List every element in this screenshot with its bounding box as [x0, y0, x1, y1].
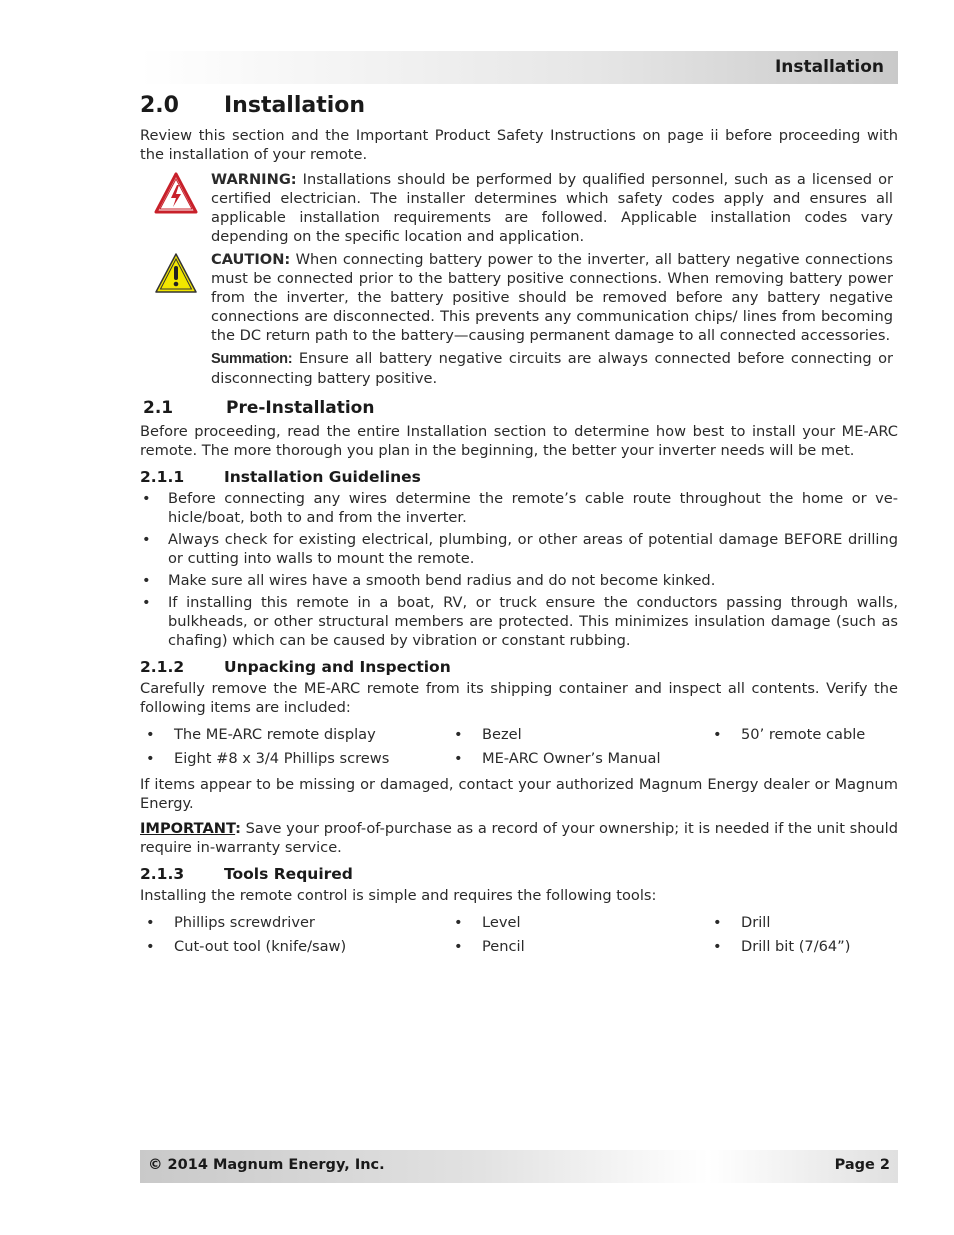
list-item: • Make sure all wires have a smooth bend radius and do not become kinked.: [140, 571, 898, 590]
guidelines-list: [140, 489, 898, 650]
list-item: • ME-ARC Owner’s Manual: [448, 749, 707, 768]
pre-installation-heading: [140, 397, 898, 419]
guidelines-heading: [140, 467, 898, 487]
summation-text: Ensure all battery negative circuits are always connected before connecting or disconnecting battery positive.: [211, 350, 893, 387]
caution-icon: [140, 250, 211, 345]
unpacking-title: Unpacking and Inspection: [224, 658, 451, 676]
tools-paragraph: Installing the remote control is simple and requires the following tools:: [140, 887, 657, 904]
missing-items-paragraph: If items appear to be missing or damaged, contact your authorized Magnum Energy dealer or Magnum Energy.: [140, 776, 898, 812]
guidelines-number: 2.1.1: [140, 468, 185, 486]
pre-installation-title: Pre-Installation: [226, 398, 375, 418]
tools-number: 2.1.3: [140, 865, 185, 883]
page-header: [140, 51, 898, 84]
caution-text: When connecting battery power to the inverter, all battery negative connections must be connected prior to the battery positive connections. When removing battery power from the inverter, the battery positive should be removed before any battery negative connections are disconnected. This prevents any communication chips/ lines from becoming the DC return path to the battery—causing permanent damage to all connected accessories.: [211, 251, 893, 344]
pre-installation-paragraph: Before proceeding, read the entire Installation section to determine how best to install your ME-ARC remote. The more thorough you plan in the beginning, the better your inverter needs will be met.: [140, 423, 898, 459]
tools-heading: [140, 864, 898, 884]
list-item: • Cut-out tool (knife/saw): [140, 937, 448, 956]
page-content: [140, 92, 898, 963]
header-title: Installation: [774, 57, 884, 77]
important-paragraph: [140, 819, 898, 857]
warning-label: WARNING:: [211, 171, 297, 188]
pre-installation-number: 2.1: [143, 398, 174, 418]
caution-label: CAUTION:: [211, 251, 291, 268]
page-number: Page 2: [834, 1157, 890, 1173]
warning-notice: [140, 170, 898, 246]
list-item: • If installing this remote in a boat, RV, or truck ensure the conductors passing through walls, bulkheads, or other structural members are protected. This minimizes insulation damage (such as chafing) which can be caused by vibration or constant rubbing.: [140, 593, 898, 650]
list-item: • Bezel: [448, 725, 707, 744]
list-item: • 50’ remote cable: [707, 725, 898, 744]
unpacking-paragraph: Carefully remove the ME-ARC remote from its shipping container and inspect all contents. Verify the following items are included:: [140, 680, 898, 716]
list-item: • Before connecting any wires determine the remote’s cable route throughout the home or ve-hicle/boat, both to and from the inverter.: [140, 489, 898, 527]
included-items-list: [140, 725, 898, 768]
guidelines-title: Installation Guidelines: [224, 468, 421, 486]
summation-label: Summation:: [211, 351, 293, 367]
list-item: • Level: [448, 913, 707, 932]
list-item: • The ME-ARC remote display: [140, 725, 448, 744]
unpacking-number: 2.1.2: [140, 658, 185, 676]
list-item: • Pencil: [448, 937, 707, 956]
tools-title: Tools Required: [224, 865, 353, 883]
section-number: 2.0: [140, 93, 179, 118]
list-item: • Eight #8 x 3/4 Phillips screws: [140, 749, 448, 768]
important-label: IMPORTANT: [140, 820, 236, 837]
copyright-text: © 2014 Magnum Energy, Inc.: [148, 1157, 385, 1173]
list-item: • Drill bit (7/64”): [707, 937, 898, 956]
section-title: Installation: [224, 93, 366, 118]
warning-text: Installations should be performed by qualified personnel, such as a licensed or certified electrician. The installer determines which safety codes apply and ensures all applicable installation requirements are followed. Applicable installation codes vary depending on the specific location and application.: [211, 171, 893, 245]
intro-paragraph: Review this section and the Important Product Safety Instructions on page ii before proceeding with the installation of your remote.: [140, 127, 898, 163]
page-footer: [140, 1150, 898, 1183]
summation-note: [211, 349, 898, 388]
list-item: • Phillips screwdriver: [140, 913, 448, 932]
electrical-hazard-icon: [140, 170, 211, 246]
section-heading: [140, 92, 898, 120]
important-text: Save your proof-of-purchase as a record of your ownership; it is needed if the unit should require in-warranty service.: [140, 820, 898, 856]
important-colon: :: [235, 820, 241, 837]
list-item: • Drill: [707, 913, 898, 932]
list-item: • Always check for existing electrical, plumbing, or other areas of potential damage BEFORE drilling or cutting into walls to mount the remote.: [140, 530, 898, 568]
tools-list: [140, 913, 898, 956]
unpacking-heading: [140, 657, 898, 677]
caution-notice: [140, 250, 898, 345]
